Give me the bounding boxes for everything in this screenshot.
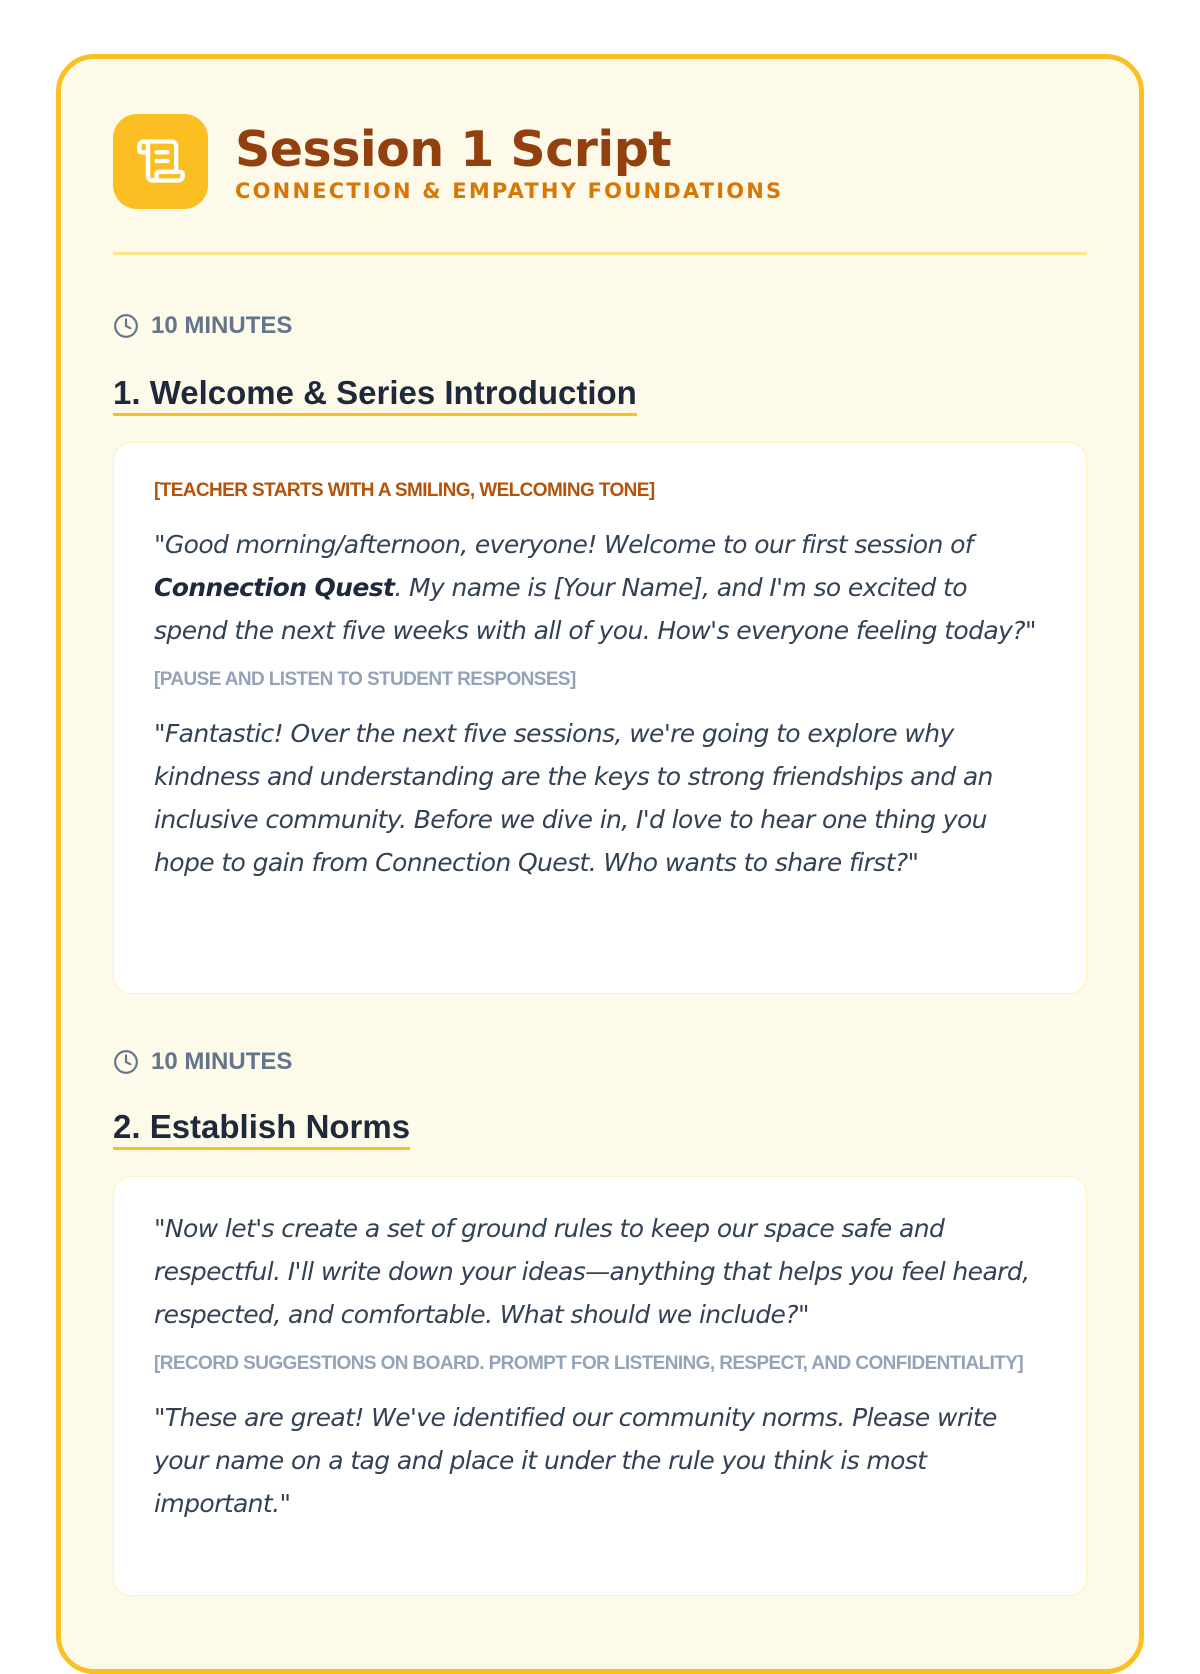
session-script-card — [56, 54, 1144, 1674]
stage-direction: [TEACHER STARTS WITH A SMILING, WELCOMING TONE] — [154, 480, 655, 501]
program-name: Connection Quest — [154, 573, 395, 602]
duration-label: 10 MINUTES — [151, 1048, 293, 1075]
stage-direction: [PAUSE AND LISTEN TO STUDENT RESPONSES] — [154, 669, 576, 690]
clock-icon — [113, 313, 139, 339]
page-title: Session 1 Script — [235, 121, 672, 178]
teacher-speech: "Now let's create a set of ground rules to keep our space safe and respectful. I'll write down your ideas—anything that helps you feel heard, respected, and comfortable. What should we include?" — [154, 1214, 1030, 1329]
teacher-speech: "Good morning/afternoon, everyone! Welcome to our first session of Connection Quest. My name is [Your Name], and I'm so excited to spend the next five weeks with all of you. How's everyone feeling today?" — [154, 530, 1036, 645]
teacher-speech: "These are great! We've identified our community norms. Please write your name on a tag and place it under the rule you think is most important." — [154, 1403, 997, 1518]
script-box — [113, 442, 1087, 994]
duration — [113, 1046, 1087, 1078]
section-welcome — [113, 310, 1087, 994]
scroll-icon — [113, 114, 208, 209]
page-subtitle: CONNECTION & EMPATHY FOUNDATIONS — [235, 179, 784, 203]
header — [113, 111, 1087, 211]
duration — [113, 310, 1087, 342]
title-block — [235, 122, 783, 204]
script-box — [113, 1176, 1087, 1596]
stage-direction: [RECORD SUGGESTIONS ON BOARD. PROMPT FOR LISTENING, RESPECT, AND CONFIDENTIALITY] — [154, 1353, 1024, 1374]
header-divider — [113, 252, 1087, 255]
teacher-speech: "Fantastic! Over the next five sessions, we're going to explore why kindness and understanding are the keys to strong friendships and an inclusive community. Before we dive in, I'd love to hear one thing you hope to gain from Connection Quest. Who wants to share first?" — [154, 719, 993, 877]
clock-icon — [113, 1049, 139, 1075]
section-norms — [113, 1046, 1087, 1596]
duration-label: 10 MINUTES — [151, 312, 293, 339]
section-heading: 1. Welcome & Series Introduction — [113, 374, 637, 416]
section-heading: 2. Establish Norms — [113, 1108, 410, 1150]
